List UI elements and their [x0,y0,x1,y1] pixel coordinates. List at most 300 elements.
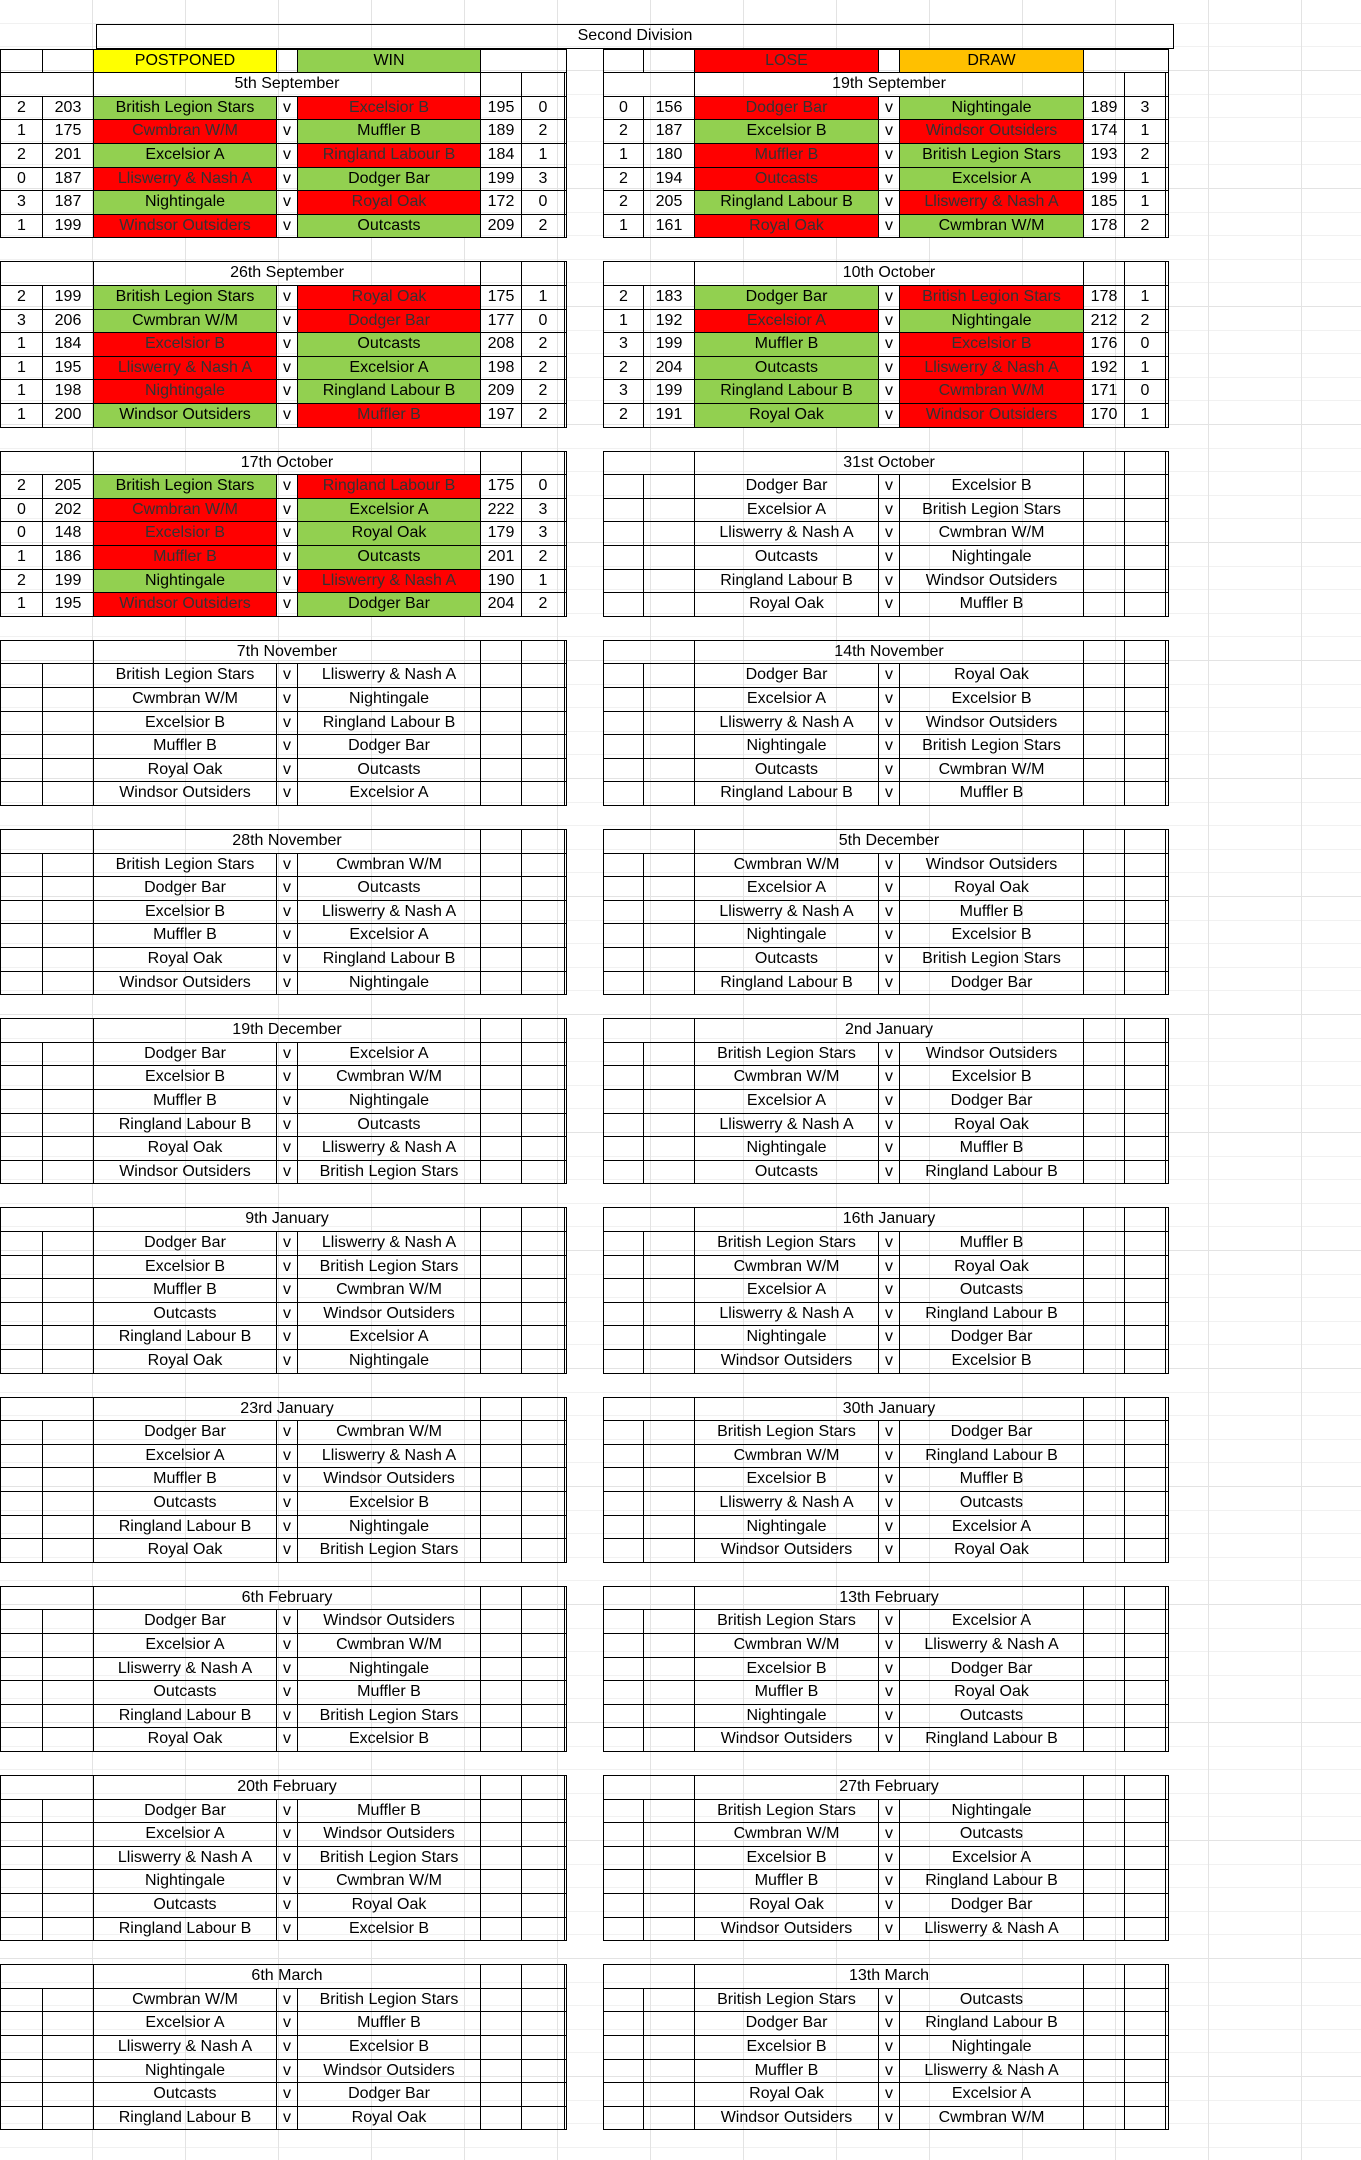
away-score [1083,663,1125,688]
home-score [42,1657,94,1682]
date-row-blank [1124,1775,1166,1800]
home-score [42,1420,94,1445]
date-row-blank [521,829,565,854]
match-row-blank [564,569,567,594]
match-row-blank [1165,545,1169,570]
away-score [480,1704,522,1729]
match-row-blank [1165,687,1169,712]
away-score [480,663,522,688]
away-score: 175 [480,474,522,499]
home-team: Muffler B [93,734,277,759]
match-row-blank [1165,167,1169,192]
away-team: Lliswerry & Nash A [297,1444,481,1469]
match-row-blank [564,1657,567,1682]
home-score [42,711,94,736]
away-team: Nightingale [899,96,1084,121]
versus-label: v [878,1160,900,1185]
match-row-blank [564,214,567,239]
away-team: Outcasts [899,1822,1084,1847]
away-score: 212 [1083,309,1125,334]
away-score [1083,1869,1125,1894]
date-row-blank [1165,1018,1169,1043]
home-points [603,545,644,570]
home-points [603,947,644,972]
away-score [1083,1491,1125,1516]
home-score: 204 [643,356,695,381]
match-row-blank [564,1349,567,1374]
versus-label: v [276,1089,298,1114]
away-score [1083,1704,1125,1729]
home-team: Ringland Labour B [694,379,879,404]
home-team: Royal Oak [694,403,879,428]
match-row-blank [564,545,567,570]
away-score: 184 [480,143,522,168]
away-team: British Legion Stars [899,285,1084,310]
match-row-blank [1165,190,1169,215]
home-score: 194 [643,167,695,192]
home-score [42,1822,94,1847]
away-points [1124,1822,1166,1847]
home-score [42,2059,94,2084]
away-points [521,758,565,783]
date-row-blank [480,261,522,286]
date-row-blank [1124,1207,1166,1232]
away-score [480,1349,522,1374]
match-row-blank [564,663,567,688]
home-score: 183 [643,285,695,310]
home-score [42,1136,94,1161]
away-score: 171 [1083,379,1125,404]
away-score: 208 [480,332,522,357]
away-points [1124,1231,1166,1256]
away-score [480,1255,522,1280]
home-team: Cwmbran W/M [93,498,277,523]
home-score [643,758,695,783]
away-score [480,900,522,925]
date-row-blank [0,1586,94,1611]
home-points [603,2035,644,2060]
match-row-blank [564,876,567,901]
away-points [1124,900,1166,925]
date-row-blank [1083,1207,1125,1232]
away-team: Ringland Labour B [297,474,481,499]
away-team: Windsor Outsiders [899,569,1084,594]
date-row-blank [480,72,522,97]
home-points [603,923,644,948]
date-row-blank [521,1397,565,1422]
away-team: Outcasts [297,332,481,357]
match-row-blank [1165,403,1169,428]
home-points [603,1917,644,1942]
away-score [480,1491,522,1516]
date-row-blank [0,1964,94,1989]
legend-blank [643,49,695,74]
home-points [0,1042,43,1067]
home-team: Lliswerry & Nash A [694,521,879,546]
home-points [603,1160,644,1185]
away-score [480,1444,522,1469]
home-points: 1 [0,356,43,381]
match-row-blank [1165,1302,1169,1327]
home-score [643,498,695,523]
away-team: Excelsior A [899,1609,1084,1634]
home-team: Nightingale [93,2059,277,2084]
home-score: 187 [42,190,94,215]
home-score: 161 [643,214,695,239]
away-team: Muffler B [297,119,481,144]
away-team: Royal Oak [899,1680,1084,1705]
match-row-blank [564,96,567,121]
home-points [0,876,43,901]
home-team: Ringland Labour B [93,2106,277,2131]
match-row-blank [1165,1988,1169,2013]
home-points: 1 [0,119,43,144]
away-team: Nightingale [297,1349,481,1374]
away-points [1124,545,1166,570]
versus-label: v [878,1491,900,1516]
home-score [42,1727,94,1752]
match-row-blank [1165,285,1169,310]
away-score [1083,545,1125,570]
match-row-blank [564,474,567,499]
date-row-blank [1124,1964,1166,1989]
home-points: 0 [0,167,43,192]
away-score [480,1538,522,1563]
away-score: 190 [480,569,522,594]
legend-win: WIN [297,49,481,74]
home-points [603,1633,644,1658]
home-points [603,521,644,546]
away-points: 2 [521,214,565,239]
away-team: Excelsior A [297,1325,481,1350]
match-row-blank [1165,474,1169,499]
home-points [0,1822,43,1847]
match-row-blank [564,1278,567,1303]
away-points: 2 [1124,309,1166,334]
home-points [0,1231,43,1256]
home-score [42,1917,94,1942]
home-points [0,1680,43,1705]
match-row-blank [564,521,567,546]
versus-label: v [276,663,298,688]
versus-label: v [878,285,900,310]
match-row-blank [1165,521,1169,546]
date-row-blank [1124,72,1166,97]
away-points [1124,1680,1166,1705]
home-score: 187 [643,119,695,144]
home-points [603,758,644,783]
home-points [0,947,43,972]
home-score: 198 [42,379,94,404]
home-points: 2 [0,569,43,594]
away-team: Lliswerry & Nash A [297,1136,481,1161]
away-points: 3 [1124,96,1166,121]
versus-label: v [276,1893,298,1918]
versus-label: v [276,569,298,594]
versus-label: v [878,190,900,215]
away-team: Royal Oak [297,190,481,215]
away-points [521,781,565,806]
away-team: Outcasts [899,1988,1084,2013]
versus-label: v [878,498,900,523]
home-points [603,1799,644,1824]
away-points [1124,2035,1166,2060]
versus-label: v [276,1680,298,1705]
home-score [42,1704,94,1729]
away-score [480,1846,522,1871]
date-row-blank [1083,1586,1125,1611]
versus-label: v [276,781,298,806]
versus-label: v [878,1917,900,1942]
away-points [521,923,565,948]
date-row-blank [603,1964,695,1989]
versus-label: v [878,1893,900,1918]
away-points [1124,1538,1166,1563]
date-row-blank [521,72,565,97]
home-team: Excelsior B [93,711,277,736]
home-team: Outcasts [694,356,879,381]
home-team: Windsor Outsiders [694,1727,879,1752]
away-score [1083,1680,1125,1705]
home-team: Dodger Bar [93,876,277,901]
home-team: Muffler B [93,1278,277,1303]
home-team: Cwmbran W/M [694,1822,879,1847]
away-points [1124,1491,1166,1516]
versus-label: v [878,167,900,192]
home-points [603,1846,644,1871]
away-team: Windsor Outsiders [899,1042,1084,1067]
match-row-blank [564,1727,567,1752]
home-points [0,1704,43,1729]
match-row-blank [564,2059,567,2084]
away-score: 170 [1083,403,1125,428]
versus-label: v [878,1420,900,1445]
match-row-blank [564,1822,567,1847]
away-points [1124,663,1166,688]
away-score: 189 [480,119,522,144]
home-points [0,734,43,759]
versus-label: v [276,876,298,901]
away-points [1124,1325,1166,1350]
home-score [42,971,94,996]
home-points [603,687,644,712]
date-row-blank [564,1018,567,1043]
home-team: Windsor Outsiders [694,2106,879,2131]
home-points [0,1538,43,1563]
away-score [480,1160,522,1185]
home-points: 2 [603,119,644,144]
home-team: Lliswerry & Nash A [694,1113,879,1138]
away-points: 2 [521,403,565,428]
away-team: Nightingale [899,1799,1084,1824]
home-points [0,1420,43,1445]
away-team: Windsor Outsiders [297,1609,481,1634]
versus-label: v [276,214,298,239]
away-points [521,1467,565,1492]
away-points [1124,687,1166,712]
away-score [480,2082,522,2107]
home-score [643,1515,695,1540]
match-row-blank [564,1231,567,1256]
away-points [521,1278,565,1303]
home-points [0,1065,43,1090]
home-points: 2 [0,285,43,310]
home-team: Lliswerry & Nash A [694,1491,879,1516]
legend-blank [878,49,900,74]
match-row-blank [1165,1420,1169,1445]
versus-label: v [878,1255,900,1280]
away-team: Royal Oak [297,1893,481,1918]
away-points [1124,1255,1166,1280]
away-team: Cwmbran W/M [297,1065,481,1090]
match-row-blank [564,1113,567,1138]
away-score [480,1136,522,1161]
date-row-blank [603,829,695,854]
away-score [480,1633,522,1658]
home-team: Outcasts [694,758,879,783]
home-team: British Legion Stars [694,1231,879,1256]
versus-label: v [276,1325,298,1350]
home-points: 0 [603,96,644,121]
match-row-blank [564,1917,567,1942]
match-row-blank [1165,900,1169,925]
versus-label: v [276,1231,298,1256]
away-team: Outcasts [297,545,481,570]
home-team: Outcasts [93,1302,277,1327]
away-score [1083,1444,1125,1469]
match-row-blank [1165,1538,1169,1563]
away-team: Windsor Outsiders [899,119,1084,144]
versus-label: v [276,474,298,499]
versus-label: v [878,569,900,594]
away-points [1124,1609,1166,1634]
home-score [643,1609,695,1634]
away-score [1083,592,1125,617]
home-points [603,1704,644,1729]
home-points [603,1893,644,1918]
away-team: Royal Oak [899,1255,1084,1280]
home-points: 0 [0,498,43,523]
home-points [0,711,43,736]
home-team: Lliswerry & Nash A [93,1846,277,1871]
home-points [603,1420,644,1445]
date-row-blank [564,72,567,97]
home-score [643,1231,695,1256]
home-team: Cwmbran W/M [93,687,277,712]
home-score [643,545,695,570]
versus-label: v [878,96,900,121]
match-row-blank [564,687,567,712]
home-score [643,1988,695,2013]
date-row-blank [521,451,565,476]
versus-label: v [878,923,900,948]
match-row-blank [1165,711,1169,736]
round-date: 6th February [93,1586,481,1611]
versus-label: v [276,758,298,783]
home-points [603,853,644,878]
date-row-blank [1165,1775,1169,1800]
date-row-blank [1083,640,1125,665]
round-date: 14th November [694,640,1084,665]
versus-label: v [276,2082,298,2107]
versus-label: v [276,971,298,996]
match-row-blank [564,1893,567,1918]
home-team: Cwmbran W/M [694,1633,879,1658]
away-points [1124,1633,1166,1658]
away-points: 1 [1124,403,1166,428]
match-row-blank [564,332,567,357]
away-score: 175 [480,285,522,310]
home-score [42,1893,94,1918]
away-team: Excelsior A [297,1042,481,1067]
away-points: 3 [521,498,565,523]
match-row-blank [564,1704,567,1729]
away-points [521,1727,565,1752]
away-team: Windsor Outsiders [297,1302,481,1327]
away-team: Outcasts [297,1113,481,1138]
away-team: Excelsior B [899,332,1084,357]
away-team: Cwmbran W/M [297,1633,481,1658]
date-row-blank [480,1397,522,1422]
away-score: 198 [480,356,522,381]
home-points [0,663,43,688]
home-points [603,1042,644,1067]
away-score [1083,1325,1125,1350]
home-score [42,1467,94,1492]
date-row-blank [1083,451,1125,476]
match-row-blank [564,1089,567,1114]
versus-label: v [878,1278,900,1303]
away-score: 174 [1083,119,1125,144]
away-points [521,1704,565,1729]
away-team: Excelsior B [297,96,481,121]
legend-blank [603,49,644,74]
match-row-blank [1165,1349,1169,1374]
home-score [42,1255,94,1280]
away-points [1124,1278,1166,1303]
date-row-blank [603,261,695,286]
home-points: 3 [0,190,43,215]
home-score [643,1160,695,1185]
away-team: Dodger Bar [297,734,481,759]
versus-label: v [878,214,900,239]
date-row-blank [480,1775,522,1800]
round-date: 19th September [694,72,1084,97]
date-row-blank [564,1586,567,1611]
home-score [643,2059,695,2084]
away-score: 178 [1083,285,1125,310]
away-points [521,1917,565,1942]
home-score [643,1846,695,1871]
home-score [643,923,695,948]
home-score [643,2035,695,2060]
away-team: Cwmbran W/M [297,1420,481,1445]
round-date: 10th October [694,261,1084,286]
away-points [521,1113,565,1138]
home-score [643,947,695,972]
away-team: British Legion Stars [297,1255,481,1280]
versus-label: v [878,309,900,334]
away-points: 2 [521,332,565,357]
date-row-blank [0,72,94,97]
home-score [42,781,94,806]
away-points [521,1633,565,1658]
versus-label: v [276,1349,298,1374]
home-team: Excelsior A [694,1278,879,1303]
home-points [0,1467,43,1492]
home-team: Nightingale [93,190,277,215]
legend-draw: DRAW [899,49,1084,74]
